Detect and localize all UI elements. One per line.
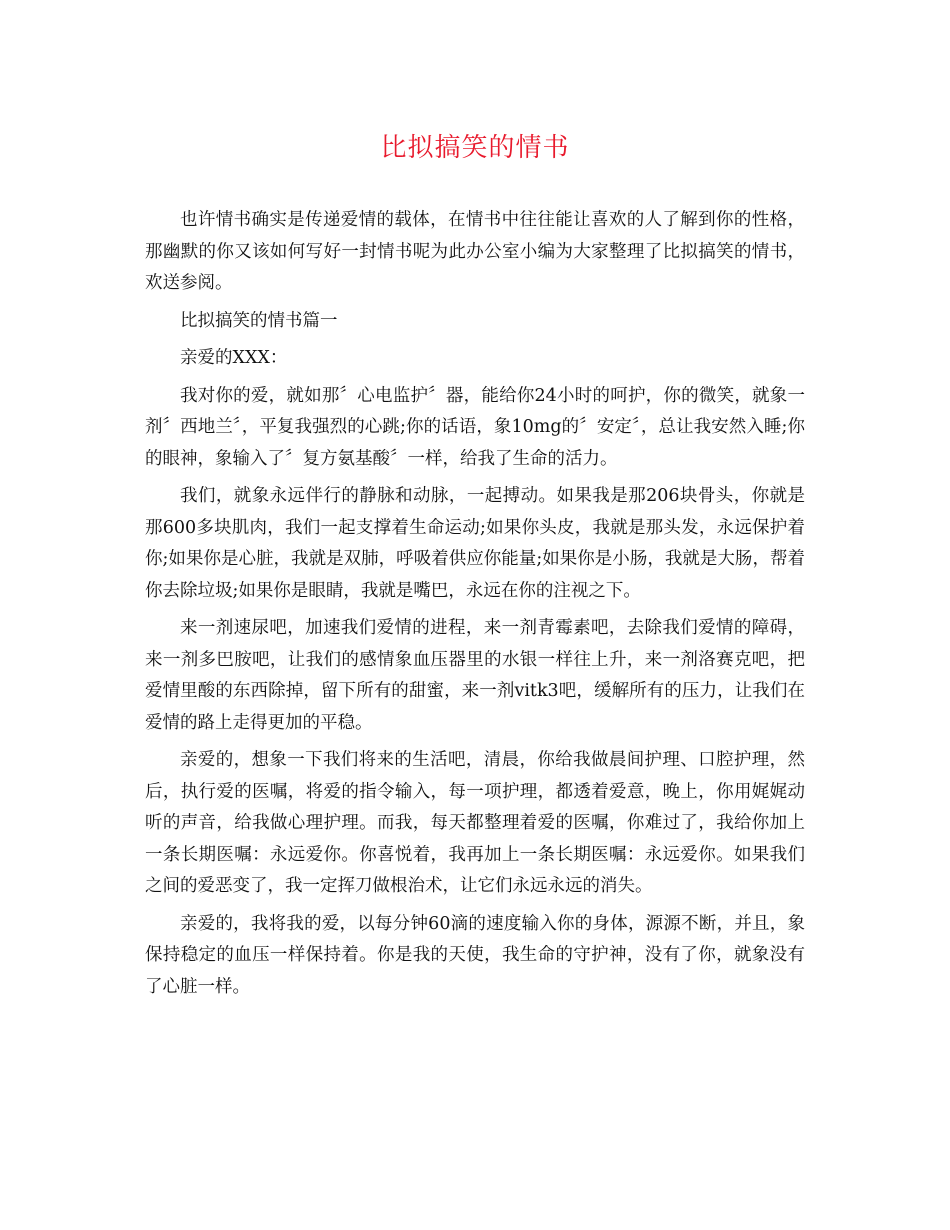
paragraph: 亲爱的，想象一下我们将来的生活吧，清晨，你给我做晨间护理、口腔护理，然后，执行爱的医嘱，将爱的指令输入，每一项护理，都透着爱意，晚上，你用娓娓动听的声音，给我做心理护理。而我，每天都整理着爱的医嘱，你难过了，我给你加上一条长期医嘱：永远爱你。你喜悦着，我再加上一条长期医嘱：永远爱你。如果我们之间的爱恶变了，我一定挥刀做根治术，让它们永远永远的消失。 (145, 750, 805, 896)
section-heading: 比拟搞笑的情书篇一 (180, 310, 338, 331)
paragraph: 我们，就象永远伴行的静脉和动脉，一起搏动。如果我是那206块骨头，你就是那600多块肌肉，我们一起支撑着生命运动;如果你头皮，我就是那头发，永远保护着你;如果你是心脏，我就是双肺，呼吸着供应你能量;如果你是小肠，我就是大肠，帮着你去除垃圾;如果你是眼睛，我就是嘴巴，永远在你的注视之下。 (145, 486, 805, 601)
paragraph: 来一剂速尿吧，加速我们爱情的进程，来一剂青霉素吧，去除我们爱情的障碍，来一剂多巴胺吧，让我们的感情象血压器里的水银一样往上升，来一剂洛赛克吧，把爱情里酸的东西除掉，留下所有的甜蜜，来一剂vitk3吧，缓解所有的压力，让我们在爱情的路上走得更加的平稳。 (145, 618, 805, 733)
salutation: 亲爱的XXX： (180, 348, 288, 368)
paragraph-intro: 也许情书确实是传递爱情的载体，在情书中往往能让喜欢的人了解到你的性格，那幽默的你又该如何写好一封情书呢为此办公室小编为大家整理了比拟搞笑的情书，欢送参阅。 (145, 210, 805, 293)
page-title: 比拟搞笑的情书 (380, 133, 570, 163)
document-body (145, 205, 805, 1009)
paragraph: 我对你的爱，就如那〞心电监护〞器，能给你24小时的呵护，你的微笑，就象一剂〞西地兰〞，平复我强烈的心跳;你的话语，象10mg的〞安定〞，总让我安然入睡;你的眼神，象输入了〞复方氨基酸〞一样，给我了生命的活力。 (145, 385, 805, 469)
paragraph: 亲爱的，我将我的爱，以每分钟60滴的速度输入你的身体，源源不断，并且，象保持稳定的血压一样保持着。你是我的天使，我生命的守护神，没有了你，就象没有了心脏一样。 (145, 913, 805, 997)
